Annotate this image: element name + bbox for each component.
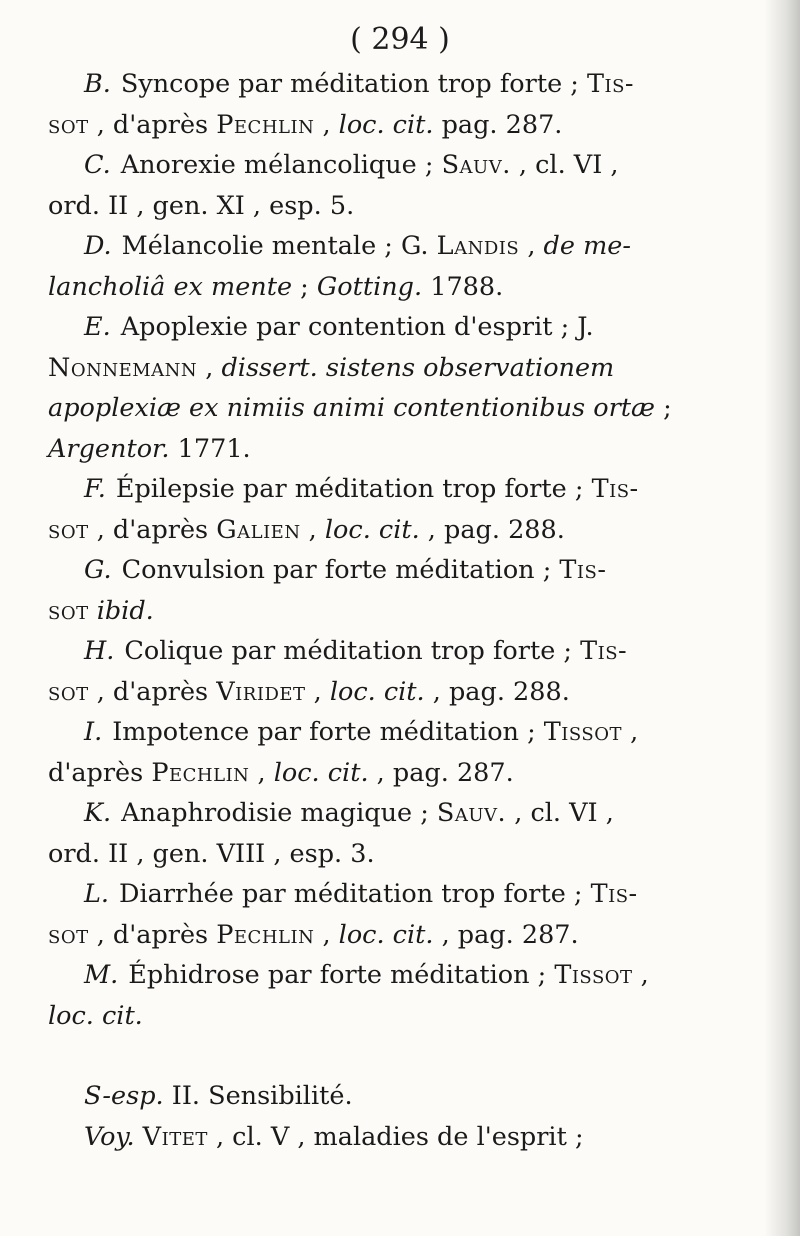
entry-voy bbox=[48, 1117, 658, 1158]
entry-line: M. Éphidrose par forte méditation ; Tissot , bbox=[84, 960, 649, 990]
page-edge-shadow bbox=[764, 0, 800, 1236]
citation: loc. cit. bbox=[324, 514, 420, 545]
entry-h bbox=[48, 631, 658, 712]
entry-line: sot , d'après Viridet , loc. cit. , pag. 288. bbox=[48, 676, 570, 707]
page-number: ( 294 ) bbox=[350, 22, 450, 57]
entry-line bbox=[48, 64, 658, 105]
entry-text: Anaphrodisie magique ; bbox=[121, 798, 437, 828]
section-line bbox=[48, 1076, 658, 1117]
entry-m bbox=[48, 955, 658, 1036]
entry-line: D. Mélancolie mentale ; G. Landis , de me- bbox=[84, 231, 631, 261]
entry-line: sot , d'après Galien , loc. cit. , pag. 288. bbox=[48, 514, 565, 545]
entry-letter: Voy. bbox=[84, 1121, 135, 1152]
entry-line: I. Impotence par forte méditation ; Tissot , bbox=[84, 717, 639, 747]
entry-letter: E. bbox=[84, 312, 111, 342]
citation: apoplexiæ ex nimiis animi contentionibus ortæ bbox=[48, 393, 655, 423]
entry-g bbox=[48, 550, 658, 631]
author: Pechlin bbox=[216, 919, 315, 950]
entry-letter: H. bbox=[84, 636, 115, 666]
entry-text: Épilepsie par méditation trop forte ; bbox=[115, 474, 592, 504]
entry-text: Apoplexie par contention d'esprit ; J. bbox=[120, 312, 594, 342]
entry-text: Diarrhée par méditation trop forte ; bbox=[119, 879, 591, 909]
author: Tis- bbox=[590, 879, 638, 909]
entry-letter: C. bbox=[84, 150, 111, 180]
entry-c bbox=[48, 145, 658, 226]
entry-d bbox=[48, 226, 658, 307]
entry-text: Éphidrose par forte méditation ; bbox=[128, 960, 555, 990]
entry-letter: L. bbox=[84, 879, 110, 909]
entry-line bbox=[48, 874, 658, 915]
citation: Gotting. bbox=[316, 271, 423, 302]
entry-line bbox=[48, 591, 658, 632]
entry-line: C. Anorexie mélancolique ; Sauv. , cl. VI , bbox=[84, 150, 619, 180]
section-label: S-esp. bbox=[84, 1081, 164, 1111]
citation: loc. cit. bbox=[338, 109, 434, 140]
author: Pechlin bbox=[216, 109, 315, 140]
author: Tis- bbox=[580, 636, 628, 666]
entry-letter: B. bbox=[84, 69, 111, 99]
author: sot bbox=[48, 514, 89, 545]
author: sot bbox=[48, 676, 89, 707]
entry-line: d'après Pechlin , loc. cit. , pag. 287. bbox=[48, 757, 514, 788]
entry-letter: D. bbox=[84, 231, 112, 261]
citation: de me- bbox=[543, 231, 631, 261]
entry-line: ord. II , gen. VIII , esp. 3. bbox=[48, 838, 375, 869]
entry-l bbox=[48, 874, 658, 955]
entry-line: K. Anaphrodisie magique ; Sauv. , cl. VI , bbox=[84, 798, 614, 828]
entry-line bbox=[48, 631, 658, 672]
entry-line: sot , d'après Pechlin , loc. cit. , pag. 287. bbox=[48, 919, 579, 950]
author: Tis- bbox=[586, 69, 635, 99]
author: Tis- bbox=[559, 555, 607, 585]
entry-text: Anorexie mélancolique ; bbox=[120, 150, 442, 180]
citation: loc. cit. bbox=[48, 1000, 143, 1031]
entry-f bbox=[48, 469, 658, 550]
citation: Argentor. bbox=[48, 433, 170, 464]
author: Sauv. bbox=[441, 150, 511, 180]
citation: loc. cit. bbox=[273, 757, 369, 788]
entry-line bbox=[48, 996, 658, 1037]
entry-line bbox=[48, 469, 658, 510]
author: Vitet bbox=[142, 1121, 208, 1152]
entry-letter: I. bbox=[84, 717, 103, 747]
entry-line: lancholiâ ex mente ; Gotting. 1788. bbox=[48, 271, 504, 302]
entry-letter: F. bbox=[84, 474, 106, 504]
citation: loc. cit. bbox=[329, 676, 425, 707]
section-title: II. Sensibilité. bbox=[163, 1081, 353, 1111]
entry-text: Impotence par forte méditation ; bbox=[112, 717, 544, 747]
entry-text: Convulsion par forte méditation ; bbox=[121, 555, 560, 585]
citation: dissert. sistens observationem bbox=[221, 352, 615, 383]
citation: lancholiâ ex mente bbox=[48, 271, 293, 302]
page-text bbox=[48, 64, 672, 1157]
entry-line: Argentor. 1771. bbox=[48, 433, 251, 464]
entry-line: apoplexiæ ex nimiis animi contentionibus ortæ ; bbox=[48, 393, 672, 423]
author: Tissot bbox=[543, 717, 623, 747]
author: Landis bbox=[436, 231, 520, 261]
author: Nonnemann bbox=[48, 352, 198, 383]
entry-line bbox=[48, 307, 658, 348]
author: Sauv. bbox=[436, 798, 507, 828]
entry-letter: K. bbox=[84, 798, 112, 828]
entry-b bbox=[48, 64, 658, 145]
entry-line: Voy. Vitet , cl. V , maladies de l'esprit ; bbox=[84, 1121, 584, 1152]
author: Tissot bbox=[554, 960, 633, 990]
citation: ibid. bbox=[96, 595, 154, 626]
entry-text: Mélancolie mentale ; G. bbox=[121, 231, 437, 261]
entry-line: Nonnemann , dissert. sistens observationem bbox=[48, 352, 615, 383]
citation: loc. cit. bbox=[338, 919, 434, 950]
author: sot bbox=[48, 109, 89, 140]
entry-letter: M. bbox=[84, 960, 119, 990]
entry-text: Colique par méditation trop forte ; bbox=[124, 636, 581, 666]
entry-i bbox=[48, 712, 658, 793]
author: sot bbox=[48, 595, 89, 626]
entry-letter: G. bbox=[84, 555, 112, 585]
section-heading bbox=[48, 1076, 658, 1117]
entry-line: sot , d'après Pechlin , loc. cit. pag. 287. bbox=[48, 109, 563, 140]
entry-e bbox=[48, 307, 672, 469]
section-spacer bbox=[48, 1036, 658, 1076]
author: Viridet bbox=[216, 676, 306, 707]
entry-line: ord. II , gen. XI , esp. 5. bbox=[48, 190, 355, 221]
author: Pechlin bbox=[151, 757, 250, 788]
author: Galien bbox=[216, 514, 301, 545]
author: sot bbox=[48, 919, 89, 950]
entry-k bbox=[48, 793, 658, 874]
entry-line bbox=[48, 550, 658, 591]
entry-text: Syncope par méditation trop forte ; bbox=[120, 69, 587, 99]
author: Tis- bbox=[591, 474, 639, 504]
